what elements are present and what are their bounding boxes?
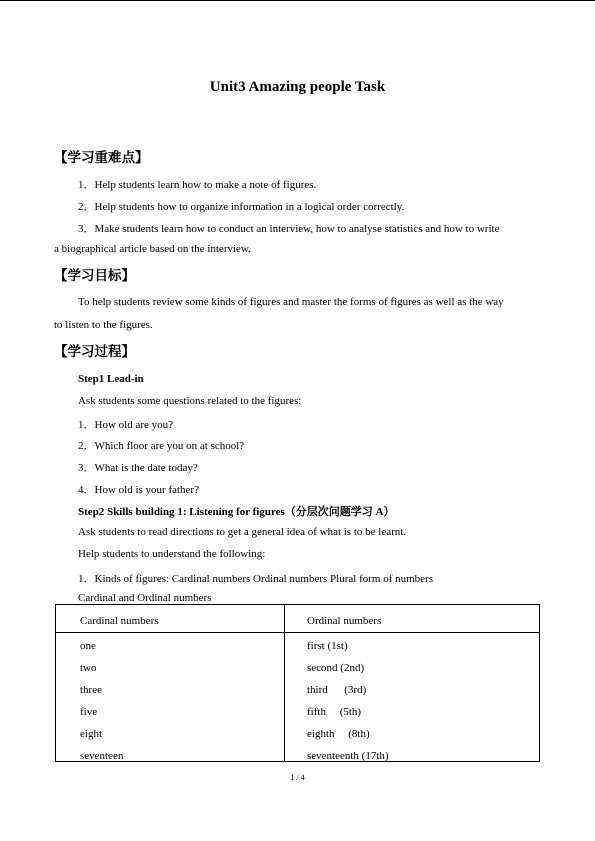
- document-title: Unit3 Amazing people Task: [209, 79, 386, 95]
- table-cell-cardinal: one: [80, 640, 96, 652]
- key-point-3: 3．Make students learn how to conduct an interview, how to analyse statistics and how to write: [78, 223, 500, 235]
- goals-line-1: To help students review some kinds of figures and master the forms of figures as well as the way: [78, 296, 504, 308]
- process-heading: 【学习过程】: [54, 344, 135, 360]
- table-cell-cardinal: eight: [80, 728, 102, 740]
- page-number: 1 / 4: [290, 773, 305, 782]
- key-point-3-cont: a biographical article based on the interview.: [54, 243, 251, 255]
- table-cell-cardinal: seventeen: [80, 750, 124, 762]
- table-cell-ordinal: second (2nd): [307, 662, 365, 674]
- step1-line-4: 3．What is the date today?: [78, 462, 198, 474]
- table-cell-ordinal: third (3rd): [307, 684, 367, 696]
- step1-line-3: 2．Which floor are you on at school?: [78, 440, 245, 452]
- table-header-ordinal: Ordinal numbers: [307, 615, 382, 627]
- table-caption: Cardinal and Ordinal numbers: [78, 592, 212, 604]
- step2-line-3: 1．Kinds of figures: Cardinal numbers Ordinal numbers Plural form of numbers: [78, 573, 433, 585]
- table-column-divider: [284, 605, 285, 761]
- key-point-1: 1．Help students learn how to make a note of figures.: [78, 179, 317, 191]
- goals-heading: 【学习目标】: [54, 268, 135, 284]
- table-header-cardinal: Cardinal numbers: [80, 615, 159, 627]
- key-points-heading: 【学习重难点】: [54, 150, 149, 166]
- step1-line-1: Ask students some questions related to the figures:: [78, 395, 302, 407]
- numbers-table: [55, 604, 540, 762]
- table-cell-cardinal: five: [80, 706, 98, 718]
- top-rule: [0, 0, 595, 1]
- table-cell-cardinal: two: [80, 662, 97, 674]
- step1-title: Step1 Lead-in: [78, 373, 144, 385]
- key-point-2: 2．Help students how to organize information in a logical order correctly.: [78, 201, 405, 213]
- table-cell-ordinal: first (1st): [307, 640, 348, 652]
- table-cell-cardinal: three: [80, 684, 102, 696]
- table-header-divider: [56, 632, 539, 633]
- table-cell-ordinal: fifth (5th): [307, 706, 362, 718]
- table-cell-ordinal: seventeenth (17th): [307, 750, 389, 762]
- step1-line-5: 4．How old is your father?: [78, 484, 199, 496]
- goals-line-2: to listen to the figures.: [54, 319, 153, 331]
- step2-line-2: Help students to understand the following:: [78, 548, 266, 560]
- table-cell-ordinal: eighth (8th): [307, 728, 370, 740]
- step2-title: Step2 Skills building 1: Listening for figures（分层次问题学习 A）: [78, 506, 395, 518]
- step2-line-1: Ask students to read directions to get a general idea of what is to be learnt.: [78, 526, 407, 538]
- step1-line-2: 1．How old are you?: [78, 419, 174, 431]
